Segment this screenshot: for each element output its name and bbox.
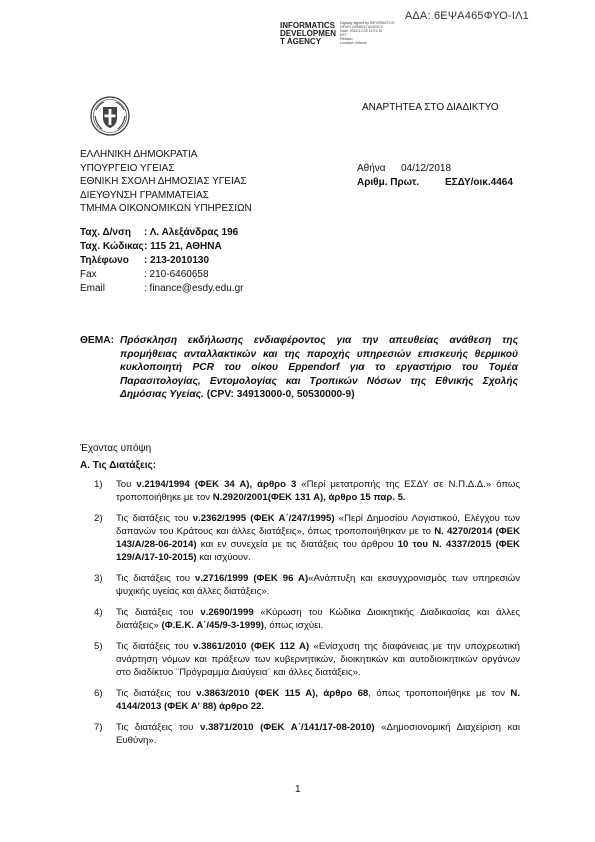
contact-row xyxy=(80,226,243,240)
contact-label: Ταχ. Κώδικας xyxy=(80,241,144,252)
provision-item xyxy=(94,512,520,564)
subject-text: Πρόσκληση εκδήλωσης ενδιαφέροντος για την απευθείας ανάθεση της προμήθειας ανταλλακτικών και της παροχής υπηρεσιών επισκευής θερμικού κυκλοποιητή PCR του οίκου Eppendorf για το εργαστήριο του Τομέα Παρασιτολογίας, Εντομολογίας και Τροπικών Νόσων της Εθνικής Σχολής Δημόσιας Υγείας. xyxy=(120,335,518,401)
provision-text: Τις διατάξεις του ν.2716/1999 (ΦΕΚ 96 Α)«Ανάπτυξη και εκσυγχρονισμός των υπηρεσιών ψυχικής υγείας και άλλες διατάξεις». xyxy=(116,573,521,597)
publish-notice: ΑΝΑΡΤΗΤΕΑ ΣΤΟ ΔΙΑΔΙΚΤΥΟ xyxy=(362,102,499,113)
contact-value: : 213-2010130 xyxy=(144,255,210,266)
contact-block xyxy=(80,226,243,296)
stamp-fine-print: Date: 2018.12.05 11:01:15 xyxy=(340,28,383,33)
provision-number: 4) xyxy=(94,607,103,618)
subject-block xyxy=(80,334,518,402)
contact-label: Ταχ. Δ/νση xyxy=(80,227,131,238)
provision-number: 7) xyxy=(94,722,103,733)
contact-value: : Λ. Αλεξάνδρας 196 xyxy=(144,227,239,238)
date-protocol-block xyxy=(357,162,513,189)
issuer-line: ΤΜΗΜΑ ΟΙΚΟΝΟΜΙΚΩΝ ΥΠΗΡΕΣΙΩΝ xyxy=(80,203,252,214)
provision-item xyxy=(94,640,520,679)
provision-item xyxy=(94,606,520,632)
contact-row xyxy=(80,268,243,282)
provision-number: 2) xyxy=(94,513,103,524)
issuer-line: ΕΛΛΗΝΙΚΗ ΔΗΜΟΚΡΑΤΙΑ xyxy=(80,149,198,160)
provision-number: 1) xyxy=(94,479,103,490)
issuer-line: ΕΘΝΙΚΗ ΣΧΟΛΗ ΔΗΜΟΣΙΑΣ ΥΓΕΙΑΣ xyxy=(80,176,247,187)
provision-item xyxy=(94,572,521,598)
provision-text: Τις διατάξεις του ν.2690/1999 «Κύρωση του Κώδικα Διοικητικής Διαδικασίας και άλλες διατάξεις» (Φ.Ε.Κ. Α΄/45/9-3-1999), όπως ισχύει. xyxy=(116,607,520,631)
provision-number: 3) xyxy=(94,573,103,584)
subject-label: ΘΕΜΑ: xyxy=(80,335,114,346)
contact-row xyxy=(80,282,243,296)
place-label: Αθήνα xyxy=(357,163,386,174)
contact-row xyxy=(80,254,243,268)
stamp-fine-print: EET xyxy=(340,32,347,37)
document-date: 04/12/2018 xyxy=(401,163,452,174)
provision-text: Τις διατάξεις του ν.3863/2010 (ΦΕΚ 115 Α), άρθρο 68, όπως τροποποιήθηκε με τον Ν. 4144/2013 (ΦΕΚ Α' 88) άρθρο 22. xyxy=(116,688,520,712)
stamp-fine-print: Digitally signed by INFORMATICS xyxy=(340,21,395,25)
provisions-list xyxy=(94,478,521,755)
stamp-fine-print: DEVELOPMENT AGENCY xyxy=(340,24,384,29)
provision-number: 5) xyxy=(94,641,103,652)
stamp-fine-print: Location: Athens xyxy=(340,40,367,45)
issuer-line: ΔΙΕΥΘΥΝΣΗ ΓΡΑΜΜΑΤΕΙΑΣ xyxy=(80,189,209,201)
considering-heading: Έχοντας υπόψη xyxy=(80,443,152,454)
contact-label: Fax xyxy=(80,269,97,280)
issuer-line: ΥΠΟΥΡΓΕΙΟ ΥΓΕΙΑΣ xyxy=(80,162,175,174)
stamp-fine-print: Reason: xyxy=(340,36,354,41)
stamp-line: T AGENCY xyxy=(280,37,322,46)
provision-text: Τις διατάξεις του ν.3871/2010 (ΦΕΚ Α΄/141/17-08-2010) «Δημοσιονομική Διαχείριση και Ευθύνη». xyxy=(116,722,520,746)
contact-label: Email xyxy=(80,283,106,294)
provision-text: Τις διατάξεις του ν.3861/2010 (ΦΕΚ 112 Α) «Ενίσχυση της διαφάνειας με την υποχρεωτική ανάρτηση νόμων και πράξεων των κυβερνητικών, διοικητικών και αυτοδιοικητικών οργάνων στο διαδίκτυο ¨Πρόγραμμα Διαύγεια¨ και άλλες διατάξεις». xyxy=(116,641,520,678)
contact-value: : 115 21, ΑΘΗΝΑ xyxy=(144,241,222,252)
stamp-line: DEVELOPMEN xyxy=(280,29,337,38)
contact-value: : finance@esdy.edu.gr xyxy=(144,283,244,294)
provision-text: Τις διατάξεις του ν.2362/1995 (ΦΕΚ Α΄/247/1995) «Περί Δημοσίου Λογιστικού, Ελέγχου των δαπανών του Κράτους και άλλες διατάξεις», όπως τροποποιήθηκαν με το Ν. 4270/2014 (ΦΕΚ 143/Α/28-06-2014) και εν συνεχεία με τις διατάξεις του άρθρου 10 του Ν. 4337/2015 (ΦΕΚ 129/Α/17-10-2015) και ισχύουν. xyxy=(116,513,520,563)
contact-label: Τηλέφωνο xyxy=(80,255,129,266)
provision-item xyxy=(94,687,520,713)
provisions-heading: Α. Τις Διατάξεις: xyxy=(80,460,157,471)
provision-number: 6) xyxy=(94,688,103,699)
ada-code: ΑΔΑ: 6ΕΨΑ465ΦΥΟ-ΙΛ1 xyxy=(404,10,529,22)
contact-value: : 210-6460658 xyxy=(144,269,209,280)
cpv-codes: (CPV: 34913000-0, 50530000-9) xyxy=(206,389,355,401)
issuer-header xyxy=(80,148,252,216)
contact-row xyxy=(80,240,243,254)
protocol-number: ΕΣΔΥ/οικ.4464 xyxy=(445,176,513,188)
stamp-line: INFORMATICS xyxy=(280,21,335,30)
greek-state-emblem-icon xyxy=(90,96,130,136)
page-number: 1 xyxy=(295,784,301,795)
provision-item xyxy=(94,721,520,747)
protocol-label: Αριθμ. Πρωτ. xyxy=(357,176,420,188)
provision-item xyxy=(94,478,520,504)
provision-text: Του ν.2194/1994 (ΦΕΚ 34 Α), άρθρο 3 «Περί μετατροπής της ΕΣΔΥ σε Ν.Π.Δ.Δ.» όπως τροποποιήθηκε με τον Ν.2920/2001(ΦΕΚ 131 Α), άρθρο 15 παρ. 5. xyxy=(116,479,520,503)
